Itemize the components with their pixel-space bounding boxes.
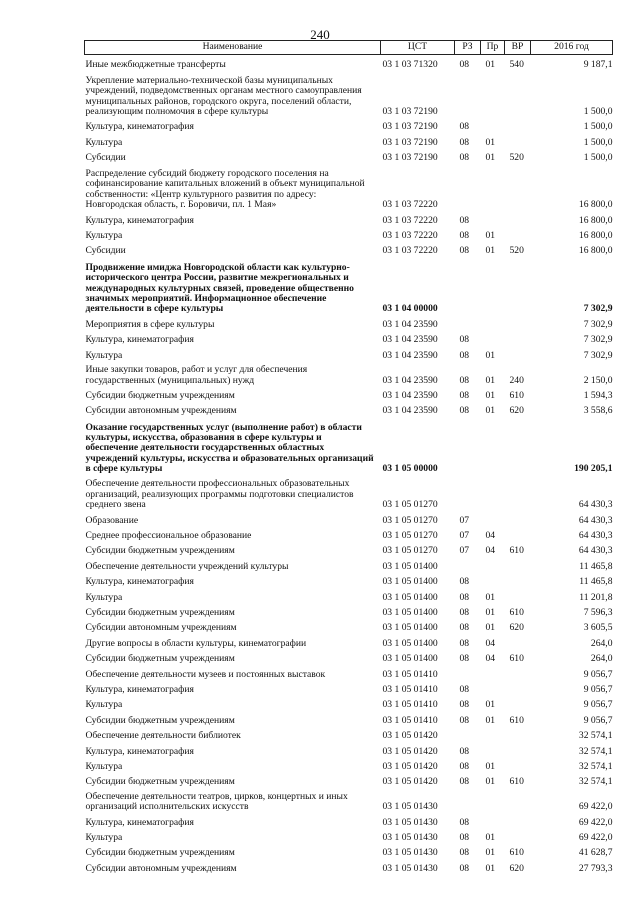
table-row: [85, 241, 613, 256]
row-name: Обеспечение деятельности учреждений культуры: [85, 560, 289, 572]
header-year: 2016 год: [531, 41, 613, 55]
row-rz: 08: [459, 699, 470, 711]
row-vr: [505, 511, 531, 526]
table-row: [85, 742, 613, 757]
table-row: [85, 401, 613, 416]
row-amount: 64 430,3: [578, 499, 613, 511]
row-pr: [481, 315, 505, 330]
row-vr: 620: [509, 405, 524, 417]
row-vr: [505, 665, 531, 680]
table-row: [85, 859, 613, 874]
row-name: Субсидии бюджетным учреждениям: [85, 607, 235, 619]
row-cst: 03 1 05 01400: [382, 622, 438, 634]
row-name: Культура, кинематография: [85, 334, 194, 346]
table-row: [85, 788, 613, 813]
row-vr: 610: [509, 389, 524, 401]
row-cst: 03 1 05 01420: [382, 745, 438, 757]
row-vr: [505, 70, 531, 117]
row-amount: 7 302,9: [583, 318, 613, 330]
table-row: [85, 772, 613, 787]
row-vr: [505, 680, 531, 695]
table-row: [85, 361, 613, 386]
row-pr: 04: [485, 653, 496, 665]
row-vr: 610: [509, 776, 524, 788]
row-cst: 03 1 03 72220: [382, 214, 438, 226]
row-name: Мероприятия в сфере культуры: [85, 318, 215, 330]
row-cst: 03 1 05 01410: [382, 683, 438, 695]
row-amount: 7 302,9: [583, 303, 613, 315]
row-pr: 01: [485, 847, 496, 859]
row-amount: 264,0: [590, 653, 613, 665]
row-amount: 264,0: [590, 637, 613, 649]
row-name: Культура: [85, 832, 123, 844]
row-pr: [481, 417, 505, 475]
row-amount: 3 558,6: [583, 405, 613, 417]
row-cst: 03 1 05 01400: [382, 560, 438, 572]
table-row: [85, 726, 613, 741]
header-name: Наименование: [85, 41, 381, 55]
row-name: Иные межбюджетные трансферты: [85, 58, 226, 70]
row-amount: 3 605,5: [583, 622, 613, 634]
row-vr: [505, 634, 531, 649]
row-pr: 01: [485, 760, 496, 772]
table-row: [85, 618, 613, 633]
row-vr: [505, 226, 531, 241]
row-name: Обеспечение деятельности музеев и постоянных выставок: [85, 668, 326, 680]
row-pr: [481, 726, 505, 741]
row-rz: 08: [459, 349, 470, 361]
row-cst: 03 1 04 23590: [382, 405, 438, 417]
row-rz: 08: [459, 653, 470, 665]
row-rz: 08: [459, 760, 470, 772]
row-vr: [505, 788, 531, 813]
row-pr: 04: [485, 530, 496, 542]
table-row: [85, 526, 613, 541]
row-cst: 03 1 04 23590: [382, 334, 438, 346]
table-row: [85, 634, 613, 649]
row-amount: 9 056,7: [583, 683, 613, 695]
row-rz: 08: [459, 607, 470, 619]
row-pr: [481, 511, 505, 526]
row-pr: 01: [485, 136, 496, 148]
row-pr: [481, 572, 505, 587]
row-name: Культура, кинематография: [85, 745, 194, 757]
row-amount: 9 056,7: [583, 714, 613, 726]
row-vr: [505, 757, 531, 772]
row-amount: 9 056,7: [583, 668, 613, 680]
row-pr: [481, 665, 505, 680]
header-vr: ВР: [505, 41, 531, 55]
row-name: Субсидии бюджетным учреждениям: [85, 545, 235, 557]
row-pr: 01: [485, 832, 496, 844]
row-name: Культура, кинематография: [85, 121, 194, 133]
row-cst: 03 1 05 01270: [382, 514, 438, 526]
table-row: [85, 541, 613, 556]
row-cst: 03 1 05 01430: [382, 832, 438, 844]
table-header: [85, 41, 613, 55]
row-name: Культура, кинематография: [85, 576, 194, 588]
row-cst: 03 1 05 01430: [382, 847, 438, 859]
table-row: [85, 315, 613, 330]
row-vr: 620: [509, 862, 524, 874]
row-rz: 08: [459, 58, 470, 70]
row-amount: 16 800,0: [578, 214, 613, 226]
row-name: Иные закупки товаров, работ и услуг для обеспечения государственных (муниципальных) нужд: [85, 364, 308, 386]
row-cst: 03 1 05 01420: [382, 730, 438, 742]
row-pr: [481, 680, 505, 695]
row-name: Образование: [85, 514, 139, 526]
row-pr: [481, 70, 505, 117]
row-rz: 08: [459, 862, 470, 874]
row-cst: 03 1 05 01400: [382, 607, 438, 619]
row-pr: [481, 257, 505, 315]
table-row: [85, 588, 613, 603]
table-row: [85, 649, 613, 664]
row-pr: 01: [485, 58, 496, 70]
row-cst: 03 1 05 01420: [382, 776, 438, 788]
table-row: [85, 557, 613, 572]
row-rz: [455, 665, 481, 680]
row-amount: 16 800,0: [578, 199, 613, 211]
row-name: Среднее профессиональное образование: [85, 530, 252, 542]
row-name: Обеспечение деятельности библиотек: [85, 730, 241, 742]
budget-table: [84, 40, 613, 874]
row-vr: [505, 164, 531, 211]
row-rz: [455, 726, 481, 741]
row-amount: 2 150,0: [583, 374, 613, 386]
row-vr: [505, 475, 531, 511]
row-pr: 01: [485, 245, 496, 257]
table-row: [85, 680, 613, 695]
row-amount: 27 793,3: [578, 862, 613, 874]
row-vr: [505, 572, 531, 587]
row-name: Культура: [85, 591, 123, 603]
row-vr: [505, 330, 531, 345]
row-name: Продвижение имиджа Новгородской области как культурно-исторического центра России, развитие межрегиональных и международных культурных связей, проведение общественно значимых мероприятий. Информационное обеспечение деятельности в сфере культуры: [85, 261, 354, 315]
row-amount: 69 422,0: [578, 816, 613, 828]
row-amount: 32 574,1: [578, 776, 613, 788]
row-amount: 16 800,0: [578, 229, 613, 241]
row-pr: 01: [485, 229, 496, 241]
table-row: [85, 475, 613, 511]
row-vr: [505, 726, 531, 741]
table-row: [85, 70, 613, 117]
row-rz: 08: [459, 714, 470, 726]
table-row: [85, 603, 613, 618]
row-pr: [481, 211, 505, 226]
row-amount: 32 574,1: [578, 745, 613, 757]
row-amount: 1 500,0: [583, 105, 613, 117]
row-amount: 69 422,0: [578, 832, 613, 844]
row-name: Субсидии бюджетным учреждениям: [85, 776, 235, 788]
row-name: Культура: [85, 699, 123, 711]
row-name: Культура, кинематография: [85, 214, 194, 226]
row-name: Культура, кинематография: [85, 683, 194, 695]
row-cst: 03 1 05 01270: [382, 545, 438, 557]
row-amount: 1 500,0: [583, 152, 613, 164]
row-pr: 01: [485, 699, 496, 711]
row-pr: 01: [485, 862, 496, 874]
row-cst: 03 1 05 01410: [382, 668, 438, 680]
row-pr: 04: [485, 545, 496, 557]
row-name: Другие вопросы в области культуры, кинематографии: [85, 637, 307, 649]
header-pr: Пр: [481, 41, 505, 55]
row-vr: 610: [509, 847, 524, 859]
table-row: [85, 417, 613, 475]
row-vr: 520: [509, 245, 524, 257]
table-row: [85, 226, 613, 241]
row-rz: 08: [459, 136, 470, 148]
row-cst: 03 1 05 01400: [382, 653, 438, 665]
row-vr: [505, 813, 531, 828]
row-cst: 03 1 03 72190: [382, 152, 438, 164]
row-pr: [481, 557, 505, 572]
table-row: [85, 711, 613, 726]
row-pr: 01: [485, 374, 496, 386]
row-rz: [455, 475, 481, 511]
row-amount: 41 628,7: [578, 847, 613, 859]
row-vr: [505, 526, 531, 541]
row-name: Культура: [85, 229, 123, 241]
row-rz: 07: [459, 530, 470, 542]
row-rz: 08: [459, 683, 470, 695]
row-cst: 03 1 03 72190: [382, 136, 438, 148]
row-rz: [455, 315, 481, 330]
table-row: [85, 511, 613, 526]
row-rz: 08: [459, 776, 470, 788]
row-rz: 08: [459, 121, 470, 133]
row-pr: 01: [485, 607, 496, 619]
row-rz: 08: [459, 229, 470, 241]
row-vr: [505, 742, 531, 757]
row-amount: 7 596,3: [583, 607, 613, 619]
row-cst: 03 1 05 01410: [382, 714, 438, 726]
row-rz: 08: [459, 245, 470, 257]
row-cst: 03 1 03 72220: [382, 199, 438, 211]
table-row: [85, 164, 613, 211]
row-vr: [505, 315, 531, 330]
row-pr: 01: [485, 349, 496, 361]
row-cst: 03 1 03 71320: [382, 58, 438, 70]
row-rz: 08: [459, 405, 470, 417]
table-row: [85, 211, 613, 226]
row-name: Субсидии бюджетным учреждениям: [85, 847, 235, 859]
row-name: Субсидии автономным учреждениям: [85, 862, 237, 874]
row-amount: 1 594,3: [583, 389, 613, 401]
row-cst: 03 1 05 01400: [382, 591, 438, 603]
row-rz: 08: [459, 847, 470, 859]
row-vr: 610: [509, 653, 524, 665]
row-vr: 610: [509, 607, 524, 619]
row-pr: [481, 330, 505, 345]
row-vr: [505, 257, 531, 315]
table-row: [85, 572, 613, 587]
row-vr: [505, 117, 531, 132]
row-rz: 07: [459, 545, 470, 557]
row-rz: [455, 164, 481, 211]
row-amount: 64 430,3: [578, 530, 613, 542]
row-amount: 16 800,0: [578, 245, 613, 257]
row-rz: 08: [459, 576, 470, 588]
table-row: [85, 757, 613, 772]
row-cst: 03 1 05 01430: [382, 816, 438, 828]
table-row: [85, 665, 613, 680]
row-cst: 03 1 05 01410: [382, 699, 438, 711]
row-rz: 08: [459, 334, 470, 346]
row-cst: 03 1 03 72220: [382, 245, 438, 257]
row-name: Обеспечение деятельности профессиональных образовательных организаций, реализующих программы подготовки специалистов среднего звена: [85, 478, 354, 511]
row-vr: [505, 133, 531, 148]
row-cst: 03 1 05 01400: [382, 637, 438, 649]
table-row: [85, 117, 613, 132]
row-rz: [455, 557, 481, 572]
row-amount: 190 205,1: [574, 463, 613, 475]
row-name: Субсидии автономным учреждениям: [85, 622, 237, 634]
row-pr: 01: [485, 714, 496, 726]
table-row: [85, 695, 613, 710]
row-cst: 03 1 04 23590: [382, 374, 438, 386]
row-vr: [505, 557, 531, 572]
table-row: [85, 828, 613, 843]
row-amount: 1 500,0: [583, 121, 613, 133]
row-name: Культура, кинематография: [85, 816, 194, 828]
row-rz: [455, 417, 481, 475]
row-cst: 03 1 05 01270: [382, 530, 438, 542]
row-vr: 610: [509, 545, 524, 557]
row-pr: 01: [485, 776, 496, 788]
row-name: Субсидии автономным учреждениям: [85, 405, 237, 417]
row-cst: 03 1 04 23590: [382, 318, 438, 330]
row-vr: 240: [509, 374, 524, 386]
row-rz: 07: [459, 514, 470, 526]
row-vr: [505, 695, 531, 710]
row-amount: 7 302,9: [583, 349, 613, 361]
row-rz: 08: [459, 622, 470, 634]
row-name: Оказание государственных услуг (выполнение работ) в области культуры, искусства, образования в сфере культуры и обеспечение деятельности государственных областных учреждений культуры, искусства и образовательных организаций в сфере культуры: [85, 421, 374, 475]
row-cst: 03 1 04 23590: [382, 349, 438, 361]
row-cst: 03 1 05 00000: [382, 463, 438, 475]
row-vr: [505, 828, 531, 843]
row-amount: 11 465,8: [579, 576, 613, 588]
table-row: [85, 148, 613, 163]
row-rz: [455, 788, 481, 813]
row-rz: 08: [459, 745, 470, 757]
table-row: [85, 346, 613, 361]
row-amount: 32 574,1: [578, 760, 613, 772]
row-pr: [481, 117, 505, 132]
row-rz: [455, 70, 481, 117]
row-pr: 01: [485, 389, 496, 401]
row-rz: 08: [459, 389, 470, 401]
row-name: Культура: [85, 349, 123, 361]
row-cst: 03 1 03 72190: [382, 105, 438, 117]
row-pr: 01: [485, 405, 496, 417]
row-name: Укрепление материально-технической базы муниципальных учреждений, подведомственных органам местного самоуправления муниципальных районов, городского округа, поселений области, реализующим полномочия в сфере культуры: [85, 74, 362, 117]
row-vr: [505, 588, 531, 603]
table-row: [85, 813, 613, 828]
row-name: Культура: [85, 136, 123, 148]
row-vr: 610: [509, 714, 524, 726]
row-amount: 11 201,8: [579, 591, 613, 603]
row-pr: 01: [485, 152, 496, 164]
row-cst: 03 1 05 01430: [382, 801, 438, 813]
row-name: Субсидии: [85, 152, 126, 164]
row-amount: 1 500,0: [583, 136, 613, 148]
row-cst: 03 1 05 01270: [382, 499, 438, 511]
table-row: [85, 844, 613, 859]
header-cst: ЦСТ: [381, 41, 455, 55]
row-pr: 01: [485, 622, 496, 634]
row-name: Субсидии: [85, 245, 126, 257]
row-cst: 03 1 03 72190: [382, 121, 438, 133]
table-body: [85, 55, 613, 875]
row-rz: 08: [459, 832, 470, 844]
row-name: Культура: [85, 760, 123, 772]
row-vr: 620: [509, 622, 524, 634]
table-row: [85, 133, 613, 148]
row-name: Обеспечение деятельности театров, цирков, концертных и иных организаций исполнительских искусств: [85, 790, 348, 813]
row-rz: 08: [459, 637, 470, 649]
row-name: Субсидии бюджетным учреждениям: [85, 389, 235, 401]
row-amount: 69 422,0: [578, 801, 613, 813]
row-cst: 03 1 05 01420: [382, 760, 438, 772]
row-amount: 7 302,9: [583, 334, 613, 346]
row-name: Распределение субсидий бюджету городского поселения на софинансирование капитальных вложений в объект муниципальной собственности: «Центр культурного развития по адресу: Новгородская область, г. Боровичи, пл. 1 Мая»: [85, 167, 365, 211]
row-name: Субсидии бюджетным учреждениям: [85, 714, 235, 726]
row-amount: 32 574,1: [578, 730, 613, 742]
row-vr: 540: [509, 58, 524, 70]
table-row: [85, 257, 613, 315]
row-amount: 64 430,3: [578, 545, 613, 557]
row-cst: 03 1 05 01430: [382, 862, 438, 874]
row-pr: 01: [485, 591, 496, 603]
row-vr: 520: [509, 152, 524, 164]
row-pr: [481, 813, 505, 828]
row-pr: [481, 788, 505, 813]
row-rz: [455, 257, 481, 315]
row-cst: 03 1 03 72220: [382, 229, 438, 241]
row-rz: 08: [459, 152, 470, 164]
row-cst: 03 1 04 23590: [382, 389, 438, 401]
row-rz: 08: [459, 591, 470, 603]
row-vr: [505, 346, 531, 361]
row-pr: 04: [485, 637, 496, 649]
page-number: 240: [310, 27, 330, 42]
row-amount: 9 187,1: [583, 58, 613, 70]
row-cst: 03 1 05 01400: [382, 576, 438, 588]
row-name: Субсидии бюджетным учреждениям: [85, 653, 235, 665]
row-rz: 08: [459, 816, 470, 828]
row-amount: 64 430,3: [578, 514, 613, 526]
row-pr: [481, 475, 505, 511]
header-rz: РЗ: [455, 41, 481, 55]
row-amount: 11 465,8: [579, 560, 613, 572]
row-rz: 08: [459, 214, 470, 226]
table-row: [85, 386, 613, 401]
row-cst: 03 1 04 00000: [382, 303, 438, 315]
row-amount: 9 056,7: [583, 699, 613, 711]
row-vr: [505, 417, 531, 475]
row-pr: [481, 742, 505, 757]
table-row: [85, 330, 613, 345]
row-pr: [481, 164, 505, 211]
row-rz: 08: [459, 374, 470, 386]
row-vr: [505, 211, 531, 226]
table-row: [85, 55, 613, 71]
